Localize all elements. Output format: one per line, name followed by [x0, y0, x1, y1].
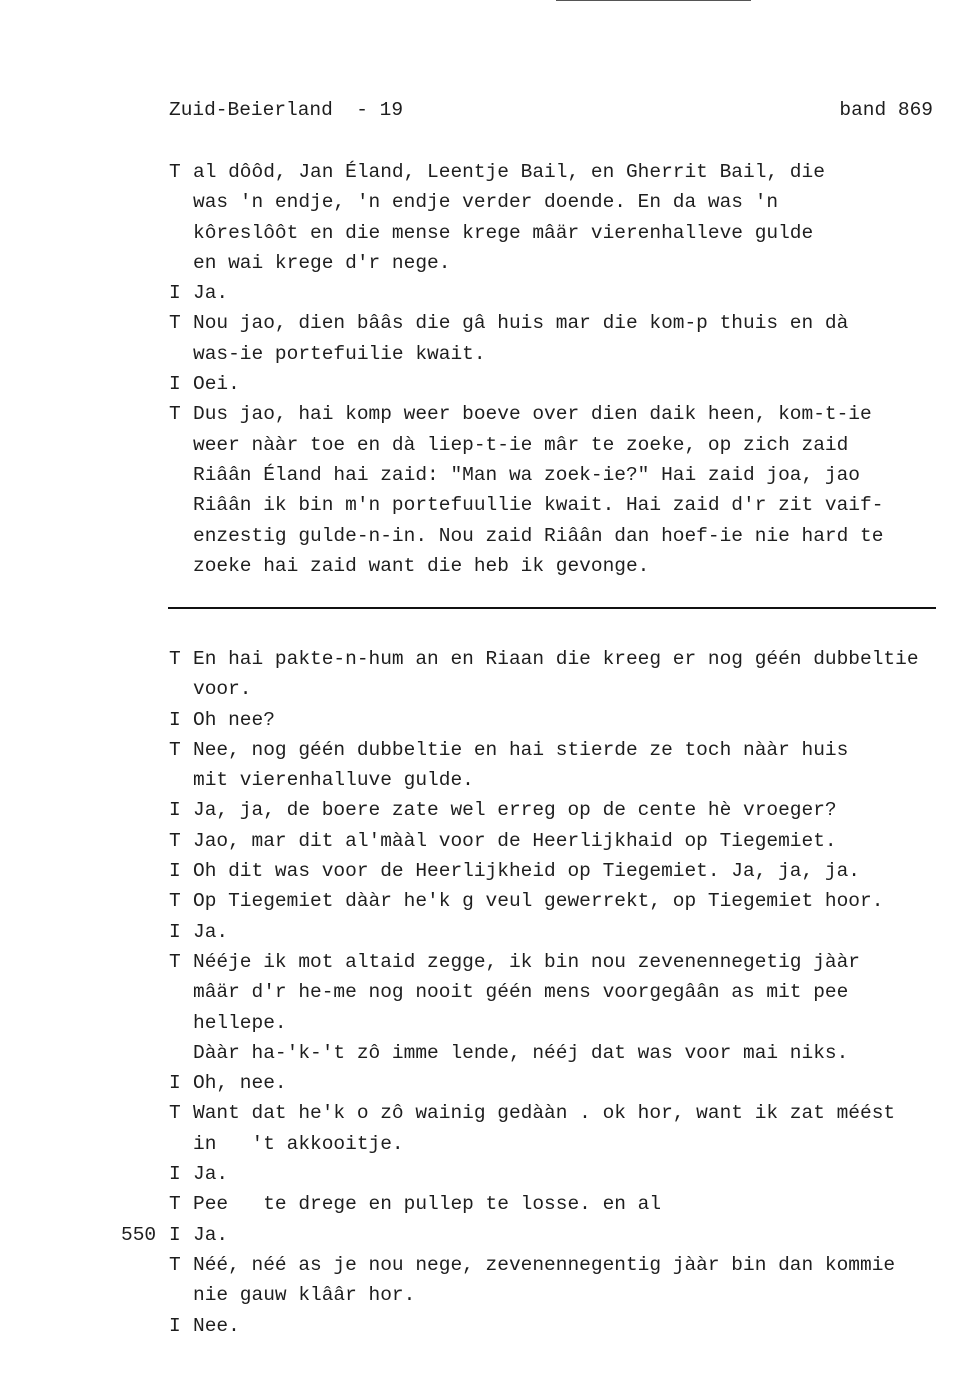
transcript-line: mit vierenhalluve gulde. — [193, 769, 474, 792]
speaker-label: T — [169, 829, 181, 852]
speaker-label: I — [169, 708, 181, 731]
speaker-label: T — [169, 312, 181, 335]
transcript-line: Nou jao, dien bââs die gâ huis mar die kom-p thuis en dà — [193, 312, 849, 335]
transcript-line: Ja, ja, de boere zate wel erreg op de cente hè vroeger? — [193, 799, 837, 822]
page-title: Zuid-Beierland - 19 — [169, 99, 404, 121]
speaker-label: I — [169, 1223, 181, 1246]
speaker-label: T — [169, 1193, 181, 1216]
transcript-line: Pee te drege en pullep te losse. en al — [193, 1193, 662, 1216]
transcript-entry — [0, 278, 973, 308]
transcript-entry — [0, 1189, 973, 1219]
transcript-line: Ja. — [193, 282, 229, 305]
transcript-line: zoeke hai zaid want die heb ik gevonge. — [193, 554, 650, 577]
transcript-line: nie gauw klââr hor. — [193, 1284, 416, 1307]
speaker-label: T — [169, 738, 181, 761]
transcript-line: Ja. — [193, 920, 229, 943]
line-number: 550 — [121, 1223, 157, 1246]
speaker-label: I — [169, 282, 181, 305]
transcript-entry — [0, 1311, 973, 1341]
transcript-entry — [0, 917, 973, 947]
transcript-entry — [0, 947, 973, 1068]
transcript-section-2 — [0, 644, 973, 1341]
speaker-label: T — [169, 403, 181, 426]
transcript-line: enzestig gulde-n-in. Nou zaid Riâân dan hoef-ie nie hard te — [193, 524, 884, 547]
transcript-line: Oh dit was voor de Heerlijkheid op Tiegemiet. Ja, ja, ja. — [193, 860, 861, 883]
speaker-label: I — [169, 1072, 181, 1095]
speaker-label: T — [169, 648, 181, 670]
transcript-line: Dus jao, hai komp weer boeve over dien daik heen, kom-t-ie — [193, 403, 872, 426]
transcript-entry — [0, 1220, 973, 1250]
speaker-label: T — [169, 1253, 181, 1276]
speaker-label: I — [169, 860, 181, 883]
transcript-line: Op Tiegemiet dààr he'k g veul gewerrekt, op Tiegemiet hoor. — [193, 890, 884, 913]
transcript-entry — [0, 1250, 973, 1311]
transcript-line: Oh nee? — [193, 708, 275, 731]
transcript-line: Riâân Éland hai zaid: "Man wa zoek-ie?" Hai zaid joa, jao — [193, 463, 861, 486]
transcript-entry — [0, 886, 973, 916]
transcript-line: Nee, nog géén dubbeltie en hai stierde ze toch nààr huis — [193, 738, 849, 761]
transcript-line: weer nààr toe en dà liep-t-ie mâr te zoeke, op zich zaid — [193, 433, 849, 456]
speaker-label: I — [169, 799, 181, 822]
speaker-label: T — [169, 1102, 181, 1125]
transcript-line: voor. — [193, 678, 252, 701]
transcript-entry — [0, 735, 973, 796]
transcript-entry — [0, 1159, 973, 1189]
transcript-entry — [0, 369, 973, 399]
top-edge-line — [556, 0, 751, 1]
transcript-entry — [0, 1068, 973, 1098]
transcript-line: Néé, néé as je nou nege, zevenennegentig jààr bin dan kommie — [193, 1253, 896, 1276]
speaker-label: T — [169, 161, 181, 183]
transcript-entry — [0, 705, 973, 735]
transcript-entry — [0, 399, 973, 581]
speaker-label: I — [169, 373, 181, 396]
transcript-line: En hai pakte-n-hum an en Riaan die kreeg er nog géén dubbeltie — [193, 648, 919, 670]
section-divider — [168, 607, 936, 609]
transcript-line: Oh, nee. — [193, 1072, 287, 1095]
transcript-line: Nee. — [193, 1314, 240, 1337]
transcript-line: en wai krege d'r nege. — [193, 251, 451, 274]
transcript-entry — [0, 157, 973, 278]
transcript-entry — [0, 644, 973, 705]
transcript-line: Want dat he'k o zô wainig gedààn . ok hor, want ik zat méést — [193, 1102, 896, 1125]
transcript-line: Nééje ik mot altaid zegge, ik bin nou zevenennegetig jààr — [193, 950, 861, 973]
transcript-entry — [0, 308, 973, 369]
transcript-line: was 'n endje, 'n endje verder doende. En da was 'n — [193, 191, 779, 214]
speaker-label: I — [169, 1314, 181, 1337]
transcript-line: Ja. — [193, 1223, 229, 1246]
speaker-label: T — [169, 890, 181, 913]
transcript-entry — [0, 795, 973, 825]
speaker-label: T — [169, 950, 181, 973]
band-number: band 869 — [839, 99, 933, 121]
speaker-label: I — [169, 1163, 181, 1186]
transcript-line: Jao, mar dit al'mààl voor de Heerlijkhaid op Tiegemiet. — [193, 829, 837, 852]
transcript-line: Ja. — [193, 1163, 229, 1186]
transcript-entry — [0, 1098, 973, 1159]
transcript-line: in 't akkooitje. — [193, 1132, 404, 1155]
transcript-entry — [0, 856, 973, 886]
transcript-line: mâär d'r he-me nog nooit géén mens voorgegâân as mit pee — [193, 981, 849, 1004]
speaker-label: I — [169, 920, 181, 943]
transcript-line: al dôôd, Jan Éland, Leentje Bail, en Gherrit Bail, die — [193, 161, 825, 183]
transcript-line: Dààr ha-'k-'t zô imme lende, nééj dat was voor mai niks. — [193, 1041, 849, 1064]
transcript-entry — [0, 826, 973, 856]
transcript-line: Oei. — [193, 373, 240, 396]
transcript-section-1 — [0, 157, 973, 581]
transcript-line: kôreslôôt en die mense krege mâär vierenhalleve gulde — [193, 221, 814, 244]
transcript-line: hellepe. — [193, 1011, 287, 1034]
transcript-line: was-ie portefuilie kwait. — [193, 342, 486, 365]
transcript-line: Riâân ik bin m'n portefuullie kwait. Hai zaid d'r zit vaif- — [193, 494, 884, 517]
